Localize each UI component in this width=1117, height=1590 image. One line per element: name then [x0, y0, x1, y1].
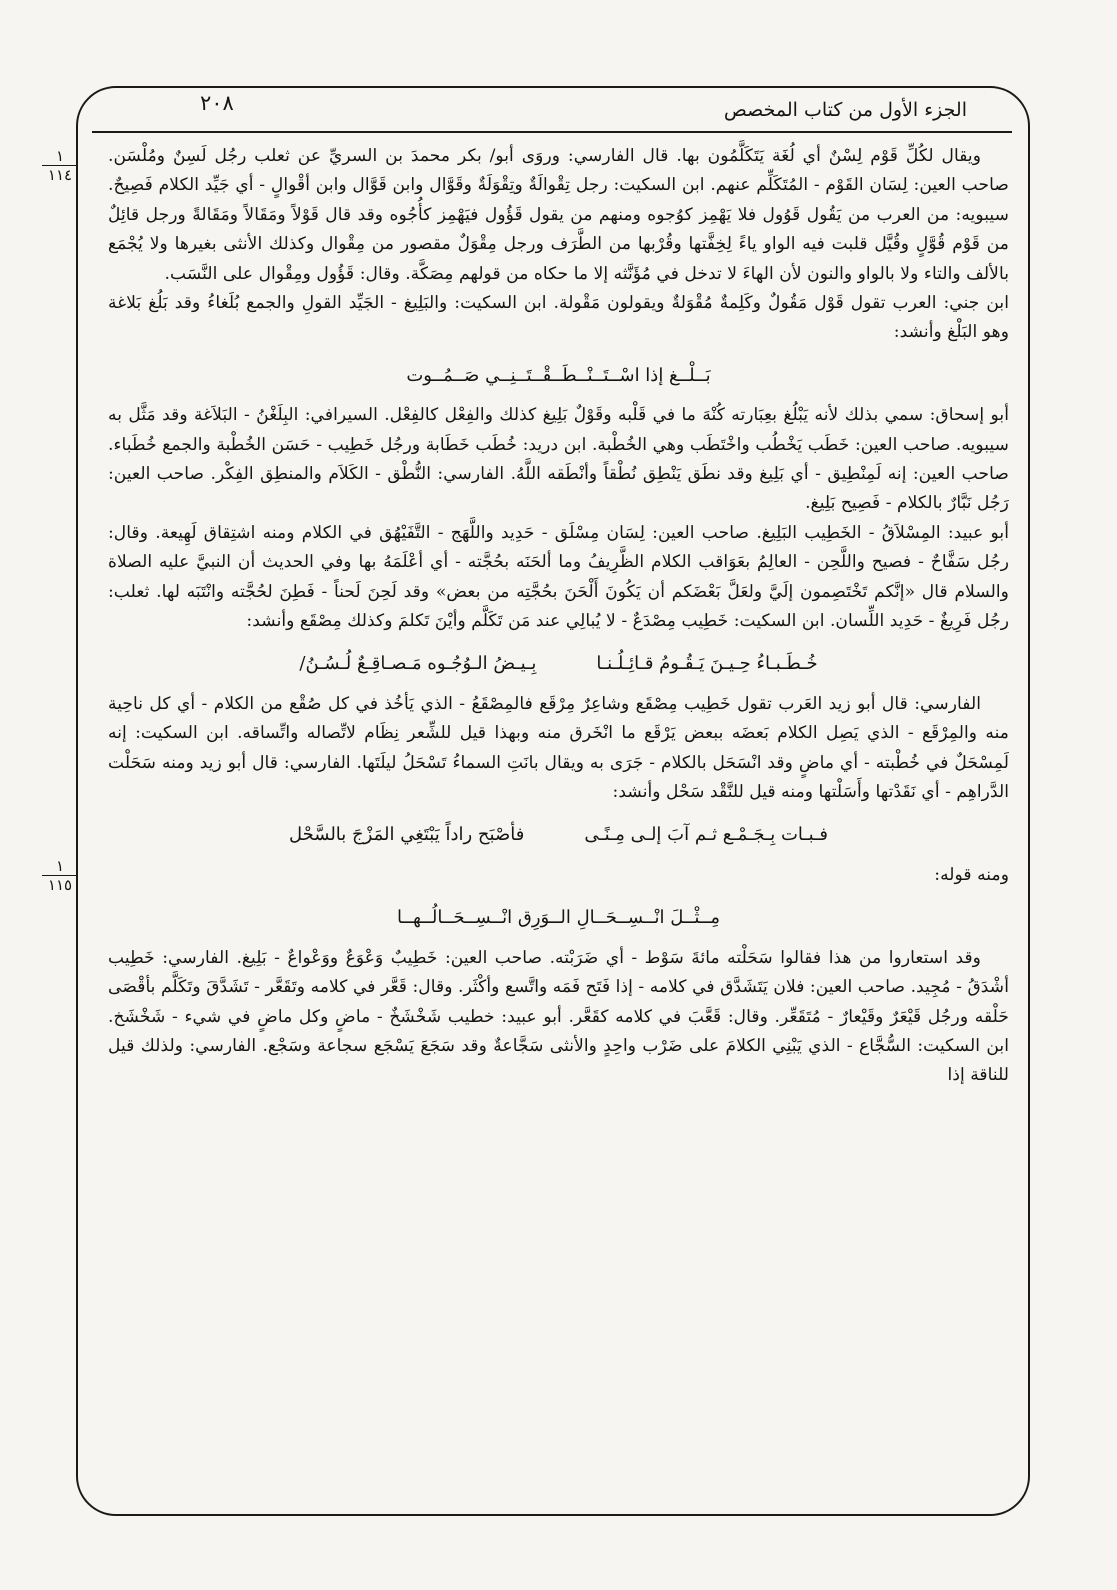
verse-2: [108, 649, 1009, 678]
paragraph-4: أبو عبيد: المِسْلاَقُ - الخَطِيب البَلِيغ. صاحب العين: لِسَان مِسْلَق - حَدِيد واللَّهَج - التَّفَيْهُق في الكلام ومنه اشتِقاق لَهِيعة. وقال: رجُل سَفَّاحٌ - فصيح واللَّحِن - العالِمُ بعَوَاقب الكلام الظَّرِيفُ وما ألحَنَه بحُجَّته - أي أعْلَمَهُ بها وفي الحديث أن النبيَّ عليه الصلاة والسلام قال «إنَّكم تَخْتَصِمون إلَيَّ ولعَلَّ بَعْضَكم أن يَكُونَ أَلْحَنَ بحُجَّتِه من بعض» وقد لَحِنَ لَحناً - فَطِنَ لحُجَّته وانْتَبَه لها. ثعلب: رجُل فَرِيغٌ - حَدِيد اللِّسان. ابن السكيت: خَطِيب مِصْدَعٌ - لا يُبالِي عند مَن تَكَلَّم وأيْنَ تَكلمَ وكذلك مِصْقَع وأنشد:: [108, 522, 1009, 632]
verse-3: [108, 820, 1009, 849]
verse-3-second-hemistich: فأصْبَح راداً يَبْتَغِي المَزْجَ بالسَّحْل: [289, 823, 525, 845]
paragraph-6: وقد استعاروا من هذا فقالوا سَحَلْته مائةَ سَوْط - أي ضَرَبْته. صاحب العين: خَطِيبٌ وَعْوَعٌ ووَعْواعٌ - بَلِيغ. الفارسي: خَطِيب أشْدَقُ - مُجِيد. صاحب العين: فلان يَتَشَدَّق في كلامه - إذا فَتَح فَمَه واتَّسع وأكْثَر. وقال: قَعَّر في كلامه وتَقَعَّر - تَشَدَّقَ وتَكَلَّم بأقْصَى حَلْقه ورجُل قَيْعَرٌ وقَيْعارٌ - مُتَقَعِّر. وقال: قَعَّبَ في كلامه كقَعَّر. أبو عبيد: خطيب شَخْشَخٌ - ماضٍ وكل ماضٍ في شيء - شَخْشَخ. ابن السكيت: السُّجَّاع - الذي يَبْنِي الكلامَ على ضَرْب واحِدٍ والأنثى سَجَّاعةٌ وقد سَجَعَ يَسْجَع سجاعة وسَجْع. الفارسي: ولذلك قيل للناقة إذا: [108, 947, 1009, 1086]
verse-4: مِــثْــلَ انْــسِــحَــالِ الــوَرِق انْــسِــحَــالُــهــا: [396, 907, 720, 929]
paragraph-5: الفارسي: قال أبو زيد العَرب تقول خَطِيب مِصْقَع وشاعِرٌ مِرْقَع فالمِصْقَعُ - الذي يَأخُذ في كل صُقْع من الكلام - أي كل ناحِية منه والمِرْقَع - الذي يَصِل الكلام بَعضَه ببعض يَرْقَع ما انْخَرق منه وبهذا قيل للشِّعر نِظَام لاتِّصاله واتِّساقه. ابن السكيت: إنه لَمِسْحَلٌ في خُطْبته - أي ماضٍ وقد انْسَحَل بالكلام - جَرَى به ويقال بانَتِ السماءُ تَسْحَلُ ليلَتَها. الفارسي: قال أبو زيد ومنه سَحَلْت الدَّراهِم - أي نَقَدْتها وأَسَلْتها ومنه قيل للنَّقْد سَحْل وأنشد:: [108, 693, 1009, 803]
verse-1: بَــلْــغ إذا اسْــتَــنْــطَــقْــتَــنِــي صَــمُــوت: [406, 364, 711, 386]
marker-numerator: ١: [42, 148, 78, 166]
paragraph-3: أبو إسحاق: سمي بذلك لأنه يَبْلُغ بعِبَارته كُنْهَ ما في قَلْبه وقَوْلٌ بَلِيغ كذلك والفِعْل كالفِعْل. السيرافي: البِلَغْنُ - البَلاَغة وقد مَثَّل به سيبويه. صاحب العين: خَطَب يَخْطُب واخْتَطَب وهي الخُطْبة. ابن دريد: خُطَب خَطَابة ورجُل خَطِيب - حَسَن الخُطْبة والجمع خُطَباء. صاحب العين: إنه لَمِنْطِيق - أي بَلِيغ وقد نطَق يَنْطِق نُطْقاً وأنْطَقه اللَّهُ. الفارسي: النُّطْق - الكَلاَم والمنطِق الفِكْر. صاحب العين: رَجُل نَبَّارٌ بالكلام - فَصِيح بَلِيغ.: [108, 405, 1009, 514]
verse-2-first-hemistich: خُـطَـبـاءُ حِـيـنَ يَـقُـومُ قـائِـلُـنـا: [596, 652, 818, 674]
header-rule: [92, 131, 1012, 133]
intro-line: ومنه قوله:: [934, 864, 1009, 885]
verse-2-second-hemistich: بِـيـضُ الـوُجُـوه مَـصـاقِـعٌ لُـسُـنُ/: [299, 652, 537, 674]
body-text: [108, 142, 1009, 1091]
verse-3-first-hemistich: فـبـات بِـجَـمْـع ثـم آبَ إلـى مِـنًـى: [584, 823, 828, 845]
margin-marker-114: [42, 148, 78, 183]
page-number: ٢٠٨: [200, 91, 234, 115]
marker-folio: ١١٥: [47, 876, 73, 894]
running-title: الجزء الأول من كتاب المخصص: [723, 99, 967, 121]
marker-folio: ١١٤: [47, 166, 73, 184]
margin-marker-115: [42, 858, 78, 893]
paragraph-2: ابن جني: العرب تقول قَوْل مَقُولٌ وكَلِمةٌ مُقْوَلةٌ ويقولون مَقْولة. ابن السكيت: والبَلِيغ - الجَيِّد القولِ والجمع بُلَغاءُ وقد بَلُغ بَلاغة وهو البَلْغ وأنشد:: [108, 293, 1009, 343]
marker-numerator: ١: [42, 858, 78, 876]
paragraph-1: ويقال لكُلِّ قَوْم لِسْنٌ أي لُغَة يَتَكَلَّمُون بها. قال الفارسي: وروَى أبو/ بكر محمدَ بن السريِّ عن ثعلب رجُل لَسِنٌ ومُلْسَن. صاحب العين: لِسَان القَوْم - المُتَكَلِّم عنهم. ابن السكيت: رجل تِقْوالَةٌ وتِقْوَلَةٌ وقَوَّال وابن قَوَّال وابن أقْوالٍ - أي جَيِّد الكلام فَصِيحٌ. سيبويه: من العرب من يَقُول قَوُول فلا يَهْمِز كوُجوه ومنهم من يقول قَؤُول فيَهْمِز كأُجُوه وقد قال قَوْلاً ومَقَالاً ومَقَالةً ورجل قائِلٌ من قَوْم قُوَّلٍ وقُيَّل قلبت فيه الواو ياءً لِخِفَّتها وقُرْبها من الطَّرَف ورجل مِقْوَلٌ مقصور من مِقْوال وكذلك الأنثى بغيرها ولا يُجْمَع بالألف والتاء ولا بالواو والنون لأن الهاءَ لا تدخل في مُؤَنَّثه إلا ما حكاه من قولهم مِصَكَّة. وقال: قَؤُول ومِقْوال على النَّسَب.: [108, 146, 1009, 284]
